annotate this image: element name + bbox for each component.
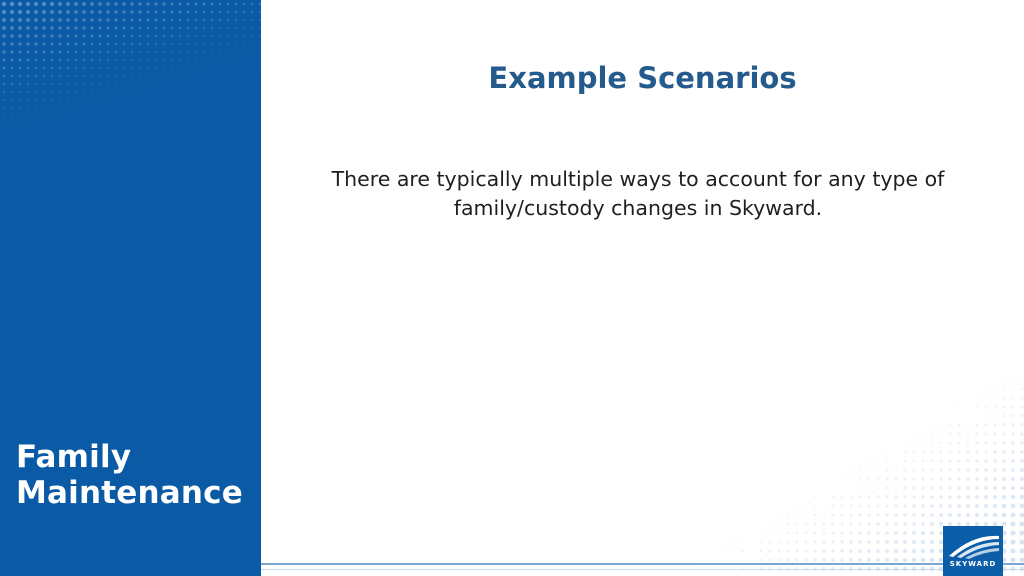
- sidebar-dot-pattern: [0, 0, 261, 180]
- footer-divider: [261, 563, 1024, 565]
- slide-body-text: There are typically multiple ways to account for any type of family/custody changes in Skyward.: [331, 167, 945, 220]
- slide-title: Example Scenarios: [488, 61, 797, 95]
- section-title-line-1: Family: [16, 439, 132, 475]
- section-title: [16, 439, 243, 511]
- footer-divider-secondary: [261, 569, 1024, 570]
- skyward-logo-icon: [943, 526, 1003, 576]
- section-title-line-2: Maintenance: [16, 475, 243, 511]
- logo-text: SKYWARD: [949, 560, 997, 568]
- skyward-logo: [943, 526, 1003, 576]
- sidebar-panel: [0, 0, 261, 576]
